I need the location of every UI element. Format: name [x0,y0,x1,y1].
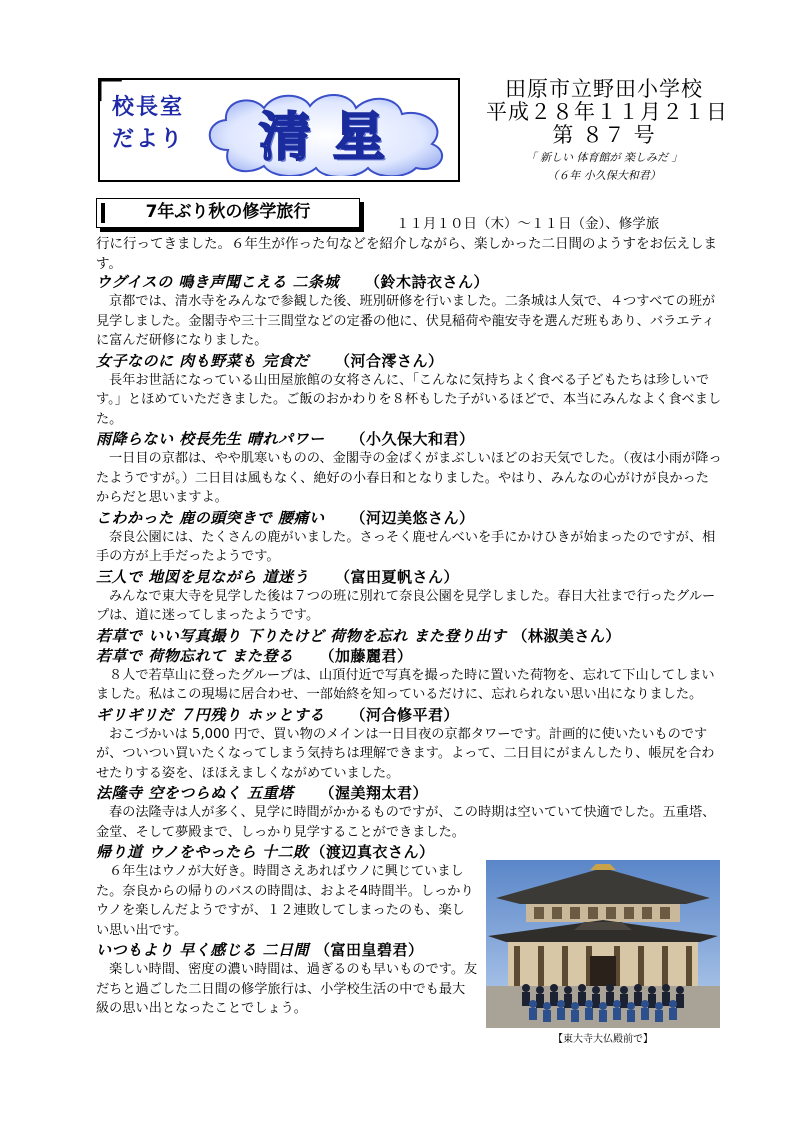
section-weather [96,429,722,508]
author: （河合澪さん） [334,351,444,370]
section-title [96,783,722,803]
section-money [96,705,722,784]
intro-rest: 行に行ってきました。６年生が作った句などを紹介しながら、楽しかった二日間のようすをお伝えします。 [96,236,717,272]
section-body: 春の法隆寺は人が多く、見学に時間がかかるものですが、この時期は空いていて快適でした。五重塔、金堂、そして夢殿まで、しっかり見学することができました。 [96,805,716,840]
haiku: いつもより 早く感じる 二日間 [96,941,309,959]
section-body: 奈良公園には、たくさんの鹿がいました。さっそく鹿せんべいを手にかけひきが始まったのですが、相手の方が上手だったようです。 [96,529,716,564]
author: （小久保大和君） [350,430,475,448]
haiku: 女子なのに 肉も野菜も 完食だ [96,351,309,370]
section-horyuji [96,783,722,842]
author: （加藤麗君） [319,646,413,665]
haiku: 雨降らない 校長先生 晴れパワー [96,430,325,448]
haiku: 若草で いい写真撮り 下りたけど 荷物を忘れ また登り出す [96,626,507,645]
haiku: 帰り道 ウノをやったら 十二敗 [96,843,309,861]
author: （鈴木詩衣さん） [365,273,490,291]
haiku: 法隆寺 空をつらぬく 五重塔 [96,784,294,802]
section-body: 一日目の京都は、やや肌寒いものの、金閣寺の金ぱくがまぶしいほどのお天気でした。（夜は小雨が降ったようですが。）二日目は風もなく、絶好の小春日和となりました。やはり、みんなの心がけが良かったからだと思いますよ。 [96,451,722,505]
section-uno [96,842,478,940]
masthead-quote-author: （６年 小久保大和君） [547,169,661,182]
section-title [96,351,722,371]
section-deer [96,508,722,567]
author: （渥美翔太君） [319,784,428,802]
section-body: 京都では、清水寺をみんなで参観した後、班別研修を行いました。二条城は人気で、４つすべての班が見学しました。金閣寺や三十三間堂などの定番の他に、伏見稲荷や龍安寺を選んだ班もあり、バラエティに富んだ研修になりました。 [96,294,716,348]
photo-caption: 【東大寺大仏殿前で】 [553,1034,653,1045]
section-title [96,842,478,862]
masthead-box [98,78,460,182]
section-title [96,646,722,666]
article-sections [96,272,722,1019]
haiku: 若草で 荷物忘れて また登る [96,646,294,665]
section-wakakusa-2 [96,646,722,705]
author: （渡辺真衣さん） [310,843,435,861]
haiku: ウグイスの 鳴き声聞こえる 二条城 [96,273,340,291]
section-title [96,940,478,960]
masthead-quote: 「 新しい 体育館が 楽しみだ 」 [525,151,683,164]
haiku: ギリギリだ ７円残り ホッとする [96,705,325,724]
haiku: 三人で 地図を見ながら 道迷う [96,567,309,586]
column-name-line2: だより [112,126,185,152]
section-title [96,626,722,646]
section-title [96,508,722,528]
author: （河辺美悠さん） [350,508,475,527]
section-title [96,705,722,725]
section-title [96,272,722,292]
section-body: おこづかいは 5,000 円で、買い物のメインは一日目夜の京都タワーです。計画的に使いたいものですが、ついつい買いたくなってしまう気持ちは理解できます。よって、二日目にがまんしたり、帳尻を合わせたりする姿を、ほほえましくながめていました。 [96,726,715,781]
section-body: ６年生はウノが大好き。時間さえあればウノに興じていました。奈良からの帰りのバスの時間は、およそ4時間半。しっかりウノを楽しんだようですが、１２連敗してしまったのも、楽しい思い出です。 [96,864,474,938]
author: （富田皇碧君） [314,941,424,959]
section-body: 楽しい時間、密度の濃い時間は、過ぎるのも早いものです。友だちと過ごした二日間の修学旅行は、小学校生活の中でも最大級の思い出となったことでしょう。 [96,962,478,1016]
section-wakakusa-1 [96,626,722,646]
intro-first-line: １１月１０日（木）～１１日（金）、修学旅 [396,216,660,232]
school-name: 田原市立野田小学校 [505,77,703,101]
haiku: こわかった 鹿の頭突きで 腰痛い [96,508,325,527]
column-name-line1: 校長室 [112,94,185,120]
section-nijo [96,272,722,351]
section-title [96,429,722,449]
section-dinner [96,351,722,430]
issue-number: 第 ８７ 号 [552,123,656,147]
section-title [96,567,722,587]
issue-date: 平成２８年１１月２１日 [486,100,728,124]
section-body: みんなで東大寺を見学した後は７つの班に別れて奈良公園を見学しました。春日大社まで行ったグループは、道に迷ってしまったようです。 [96,588,716,623]
section-body: 長年お世話になっている山田屋旅館の女将さんに、「こんなに気持ちよく食べる子どもたちは珍しいです。」とほめていただきました。ご飯のおかわりを８杯もした子がいるほどで、本当にみんなよく食べました。 [96,372,722,427]
newsletter-title: 清星 [258,107,407,168]
author: （河合修平君） [350,705,459,724]
article-heading: 7年ぶり秋の修学旅行 [96,198,360,228]
school-info [486,77,728,183]
section-body: ８人で若草山に登ったグループは、山頂付近で写真を撮った時に置いた荷物を、忘れて下山してしまいました。私はこの現場に居合わせ、一部始終を知っているだけに、忘れられない思い出になりました。 [96,667,715,702]
author: （林淑美さん） [512,626,621,645]
section-two-days [96,940,478,1019]
author: （富田夏帆さん） [334,567,459,586]
section-map [96,567,722,626]
